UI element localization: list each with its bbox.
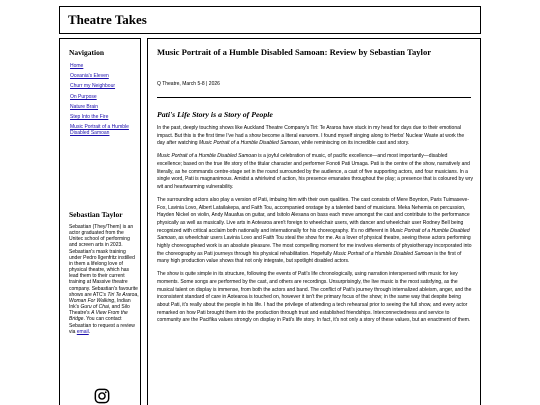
nav-item-step-into-the-fire (70, 114, 138, 120)
show-title-emphasis: Music Portrait of a Humble Disabled Samoan (157, 153, 257, 160)
nav-link-nature-brain[interactable]: Nature Brain (70, 103, 99, 110)
nav-item-music-portrait (70, 124, 138, 136)
author-favourite-show: Tiri Te Araroa (107, 291, 138, 298)
article-paragraph (157, 197, 473, 266)
article-panel (147, 38, 481, 405)
site-title: Theatre Takes (68, 12, 147, 27)
sidebar (59, 38, 141, 405)
nav-item-oceanias-eleven (70, 73, 138, 79)
article-title: Music Portrait of a Humble Disabled Samoan: Review by Sebastian Taylor (157, 47, 432, 57)
paragraph-text: The show is quite simple in its structure, following the events of Pati's life chronologically, using narration interspersed with music for key moments. Some songs are performed by the cast, and others are recordings. Unsurprisingly, the live music is the most satisfying, as the musical talent on display is immense, from both the actors and band. The conflict of Pati's journey through internalized ableism, anger, and the inconsistent standard of care in Aotearoa is touched on, however it isn't the primary focus of the show; in the same way that despite being about Pati, it's really about the people in his life. I had the privilege of attending a tech rehearsal prior to seeing the full show, and every actor remarked on how Pati brought them into the production through trust and established friendships. Interconnectedness and service to community are the Pacifika values strongly on display in Pati's life story. In fact, it's not only a story of these values, but an enactment of them. (157, 271, 472, 324)
show-title-emphasis: Music Portrait of a Humble Disabled Samoan (157, 227, 470, 242)
author-favourite-show: Woman For Walking (69, 297, 115, 304)
author-bio-text: . (88, 328, 91, 335)
nav-item-nature-brain (70, 104, 138, 110)
nav-link-step-into-the-fire[interactable]: Step Into the Fire (70, 113, 109, 120)
nav-item-churr-my-neighbour (70, 83, 138, 89)
paragraph-text: , as wheelchair users Lavinia Lovo and Faith Tou steal the show for me. As a lover of physical theatre, seeing these actors performing highly choreographed work is an absolute pleasure. The most compelling moment for me involves elements of physiotherapy incorporated into the choreography as Pati journeys through his physical rehabilitation. Hopefully (157, 235, 472, 257)
nav-link-on-purpose[interactable]: On Purpose (70, 93, 97, 100)
author-bio-text: . You can contact Sebastian to request a review via (69, 316, 135, 335)
article-meta: Q Theatre, March 5-8 | 2026 (157, 81, 220, 87)
nav-list (70, 63, 138, 140)
nav-link-home[interactable]: Home (70, 63, 84, 69)
author-bio-text: , Indian Ink's (69, 297, 131, 311)
paragraph-text: , while reminiscing on its incredible cast and story. (298, 140, 410, 147)
show-title-emphasis: Music Portrait of a Humble Disabled Samoan (198, 140, 299, 147)
nav-link-music-portrait[interactable]: Music Portrait of a Humble Disabled Samoan (70, 124, 129, 137)
title-divider (157, 97, 471, 98)
nav-item-home (70, 63, 138, 69)
article-body (157, 125, 473, 330)
article-paragraph (157, 153, 473, 191)
author-bio-text: Sebastian (They/Them) is an actor graduated from the Unitec school of performing and screen arts in 2023. Sebastian's mask training under Pedro Ilgenfritz instilled in them a lifelong love of physical theatre, which has lead them to their current training at Massive theatre company. Sebastian's favourite shows are ATC's (69, 224, 138, 298)
author-bio (69, 224, 139, 335)
nav-link-oceanias-eleven[interactable]: Oceania's Eleven (70, 73, 109, 80)
nav-link-churr-my-neighbour[interactable]: Churr my Neighbour (70, 83, 116, 90)
paragraph-text: In the past, deeply touching shows like Auckland Theatre Company's Tiri: Te Araroa have stuck in my head for days due to their emotional impact. But this is the first time I've had a show become a literal earworm. I found myself singing along to Herbs' Nuclear Waste at work the day after watching (157, 125, 465, 147)
article-paragraph (157, 271, 473, 325)
nav-heading: Navigation (69, 48, 105, 57)
show-title-emphasis: Music Portrait of a Humble Disabled Samoan (333, 250, 433, 257)
author-favourite-show: A View From the Bridge (69, 310, 128, 323)
author-bio-text: , and Silo Theatre's (69, 304, 130, 317)
author-heading: Sebastian Taylor (69, 210, 123, 219)
site-header (59, 6, 481, 34)
article-subheading: Pati's Life Story is a Story of People (157, 110, 273, 119)
email-link[interactable]: email (76, 328, 89, 335)
nav-item-on-purpose (70, 94, 138, 100)
author-favourite-show: Guru of Chai (80, 304, 109, 311)
author-bio-text: , (137, 291, 139, 298)
instagram-icon[interactable] (94, 388, 110, 404)
article-paragraph (157, 125, 473, 148)
paragraph-text: The surrounding actors also play a version of Pati, imbuing him with their own qualities. The cast consists of Mere Boynton, Paris Tuimaseve-Fox, Lavinia Lovo, Albert Latailakepa, and Faith Tou, accompanied onstage by a talented band of musicians. Meka Nehemia on percussion, Hayden Nickel on violin, Andy Mauafua on guitar, and Isitolo Alesana on bass each move amongst the cast and contribute to the performance physically as well as musically. Live arts in Aotearoa aren't foreign to wheelchair users, with dancer and wheelchair user Rodney Bell being recognized with critical acclaim both nationally and internationally for his choreography. It's no different in (157, 197, 470, 234)
paragraph-text: is a joyful celebration of music, of pacific excellence—and most importantly—disabled excellence; based on the true life story of the titular character and performer Fonoti Pati Umaga. Pati is the centre of the show, narratively and literally, as he commands centre-stage set in the round surrounded by the audience, a cast of five supporting actors, and four musicians. In a single word, Pati is magnanimous. Amidst a whirlwind of action, his presence emanates throughout the play; a presence that is coloured by wry wit and heartwarming vulnerability. (157, 153, 473, 190)
paragraph-text: is the first of many high production value shows that not only integrate, but spotlight disabled actors. (157, 250, 462, 265)
